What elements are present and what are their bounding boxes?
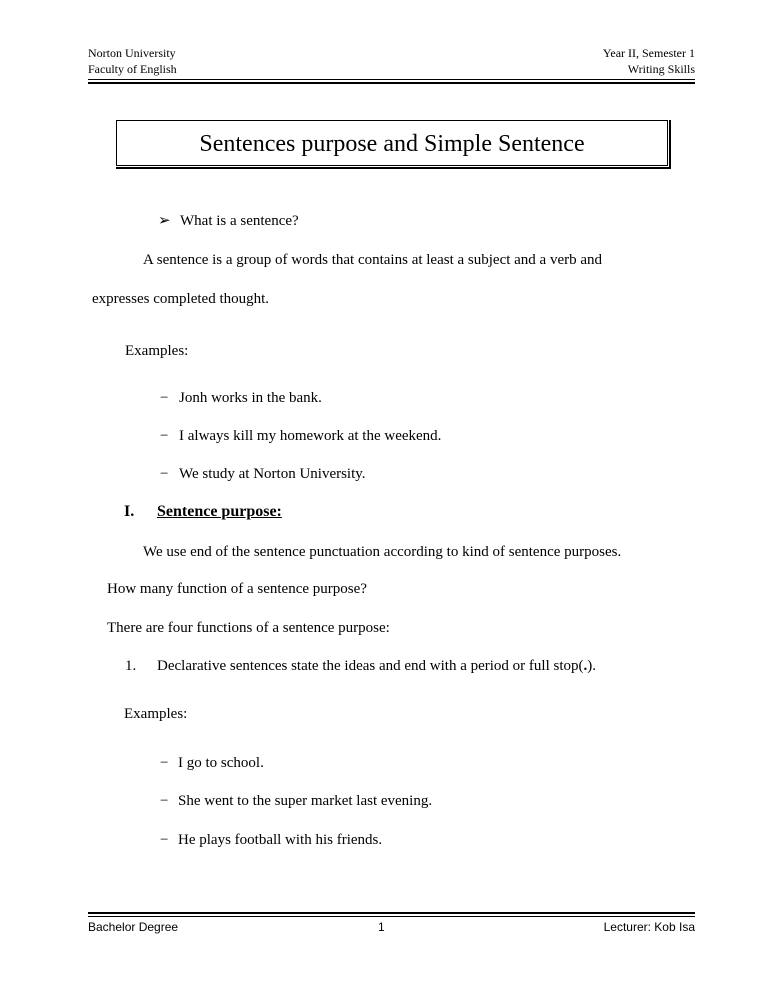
examples-label-2: Examples: xyxy=(124,706,188,722)
title-box xyxy=(116,120,668,166)
dash-icon: − xyxy=(160,466,169,482)
period-symbol: . xyxy=(583,658,588,674)
declarative-end: ). xyxy=(587,658,597,674)
header-university: Norton University xyxy=(88,46,176,60)
list-item-declarative xyxy=(157,657,596,675)
footer-degree: Bachelor Degree xyxy=(88,920,179,934)
arrow-bullet-icon: ➢ xyxy=(158,213,171,229)
dash-icon: − xyxy=(160,390,169,406)
dash-icon: − xyxy=(160,832,169,848)
footer-rule-bottom xyxy=(88,916,695,917)
intro-example-2: I always kill my homework at the weekend. xyxy=(179,428,442,444)
dash-icon: − xyxy=(160,428,169,444)
header-course: Writing Skills xyxy=(627,62,695,76)
section-example-2: She went to the super market last evening. xyxy=(178,793,433,809)
header-faculty: Faculty of English xyxy=(88,62,177,76)
definition-line-2: expresses completed thought. xyxy=(92,291,270,307)
dash-icon: − xyxy=(160,755,169,771)
question-what-is-sentence: What is a sentence? xyxy=(180,213,299,229)
list-number-1: 1. xyxy=(125,658,137,674)
intro-example-3: We study at Norton University. xyxy=(179,466,366,482)
page-number: 1 xyxy=(378,920,385,934)
section-line-1: We use end of the sentence punctuation according to kind of sentence purposes. xyxy=(143,544,622,560)
page-title: Sentences purpose and Simple Sentence xyxy=(199,131,585,157)
definition-line-1: A sentence is a group of words that contains at least a subject and a verb and xyxy=(143,252,603,268)
declarative-text: Declarative sentences state the ideas and end with a period or full stop( xyxy=(157,658,584,674)
footer-rule-top xyxy=(88,912,695,914)
intro-example-1: Jonh works in the bank. xyxy=(179,390,322,406)
section-example-1: I go to school. xyxy=(178,755,264,771)
section-line-2: How many function of a sentence purpose? xyxy=(107,581,367,597)
header-rule-top xyxy=(88,79,695,80)
examples-label-1: Examples: xyxy=(125,343,189,359)
section-numeral: I. xyxy=(124,503,135,520)
header-year-semester: Year II, Semester 1 xyxy=(602,46,695,60)
footer-lecturer: Lecturer: Kob Isa xyxy=(603,920,695,934)
header-rule-bottom xyxy=(88,82,695,84)
section-heading: Sentence purpose: xyxy=(157,503,282,520)
section-example-3: He plays football with his friends. xyxy=(178,832,383,848)
section-line-3: There are four functions of a sentence purpose: xyxy=(107,620,390,636)
dash-icon: − xyxy=(160,793,169,809)
